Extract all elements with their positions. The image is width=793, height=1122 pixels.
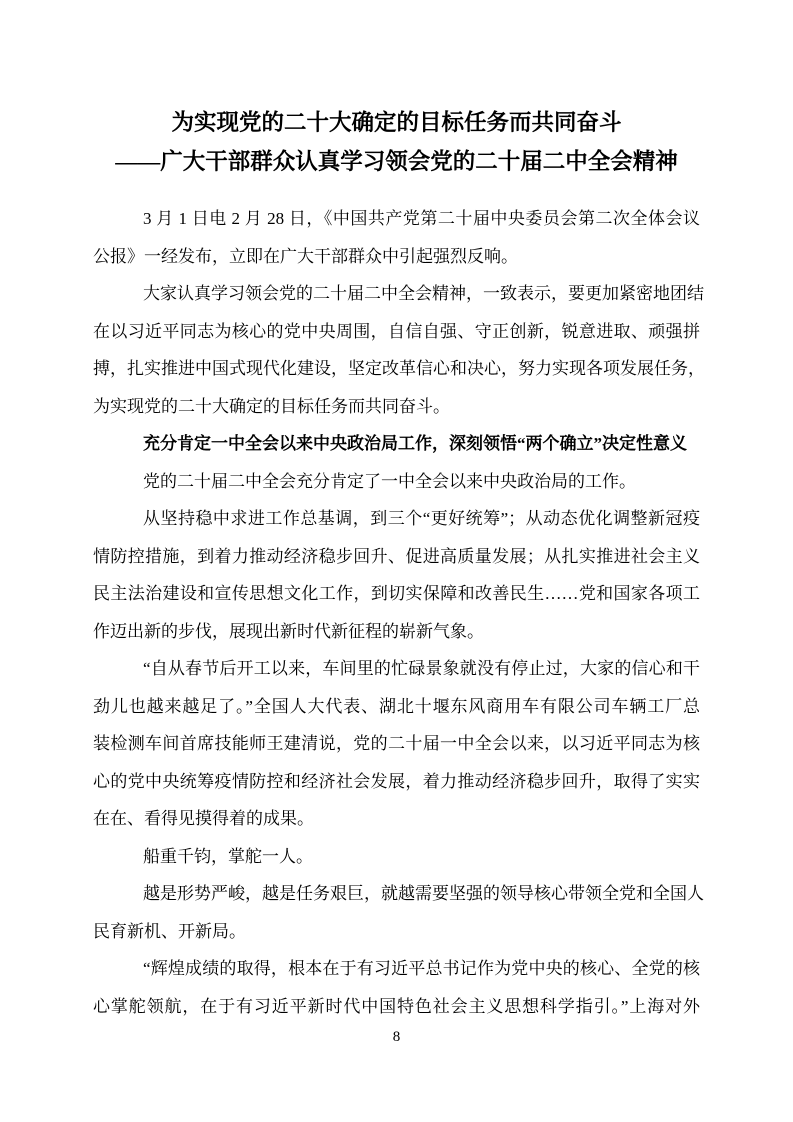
text-line: 船重千钧，掌舵一人。	[143, 846, 313, 866]
section-heading	[93, 425, 700, 463]
page-number: 8	[392, 1029, 401, 1045]
text-line: “辉煌成绩的取得，根本在于有习近平总书记作为党中央的核心、全党的核	[143, 959, 700, 978]
paragraph	[93, 875, 704, 950]
paragraph-dateline	[93, 200, 700, 275]
text-line: 从坚持稳中求进工作总基调，到三个“更好统筹”；从动态优化调整新冠疫	[143, 509, 700, 528]
document-subtitle: ——广大干部群众认真学习领会党的二十届二中全会精神	[115, 149, 678, 174]
text-line: 公报》一经发布，立即在广大干部群众中引起强烈反响。	[93, 246, 518, 266]
text-line: 劲儿也越来越足了。”全国人大代表、湖北十堰东风商用车有限公司车辆工厂总	[93, 696, 700, 716]
text-line: 党的二十届二中全会充分肯定了一中全会以来中央政治局的工作。	[143, 471, 636, 491]
text-line: 充分肯定一中全会以来中央政治局工作，深刻领悟“两个确立”决定性意义	[143, 434, 687, 453]
text-line: 民主法治建设和宣传思想文化工作，到切实保障和改善民生……党和国家各项工	[93, 584, 700, 603]
text-line: 越是形势严峻，越是任务艰巨，就越需要坚强的领导核心带领全党和全国人	[143, 884, 704, 903]
text-line: 大家认真学习领会党的二十届二中全会精神，一致表示，要更加紧密地团结	[143, 284, 704, 303]
text-line: 装检测车间首席技能师王建清说，党的二十届一中全会以来，以习近平同志为核	[93, 734, 700, 753]
paragraph	[93, 463, 700, 501]
text-line: 作迈出新的步伐，展现出新时代新征程的崭新气象。	[93, 621, 484, 641]
text-line: “自从春节后开工以来，车间里的忙碌景象就没有停止过，大家的信心和干	[143, 659, 700, 678]
paragraph-quote	[93, 650, 700, 838]
text-line: 搏，扎实推进中国式现代化建设，坚定改革信心和决心，努力实现各项发展任务，	[93, 359, 705, 378]
paragraph	[93, 838, 700, 876]
text-line: 3 月 1 日电 2 月 28 日，《中国共产党第二十届中央委员会第二次全体会议	[143, 209, 700, 228]
text-line: 心掌舵领航，在于有习近平新时代中国特色社会主义思想科学指引。”上海对外	[93, 996, 700, 1016]
paragraph	[93, 500, 700, 650]
text-line: 情防控措施，到着力推动经济稳步回升、促进高质量发展；从扎实推进社会主义	[93, 546, 700, 566]
text-line: 在以习近平同志为核心的党中央周围，自信自强、守正创新，锐意进取、顽强拼	[93, 321, 700, 341]
paragraph	[93, 275, 705, 425]
paragraph-quote	[93, 950, 700, 1025]
text-line: 心的党中央统筹疫情防控和经济社会发展，着力推动经济稳步回升，取得了实实	[93, 771, 700, 791]
document-title: 为实现党的二十大确定的目标任务而共同奋斗	[171, 110, 622, 135]
text-line: 为实现党的二十大确定的目标任务而共同奋斗。	[93, 396, 450, 416]
text-line: 民育新机、开新局。	[93, 921, 246, 941]
text-line: 在在、看得见摸得着的成果。	[93, 809, 314, 828]
document-body	[93, 200, 705, 1025]
document-title-block	[0, 103, 793, 181]
